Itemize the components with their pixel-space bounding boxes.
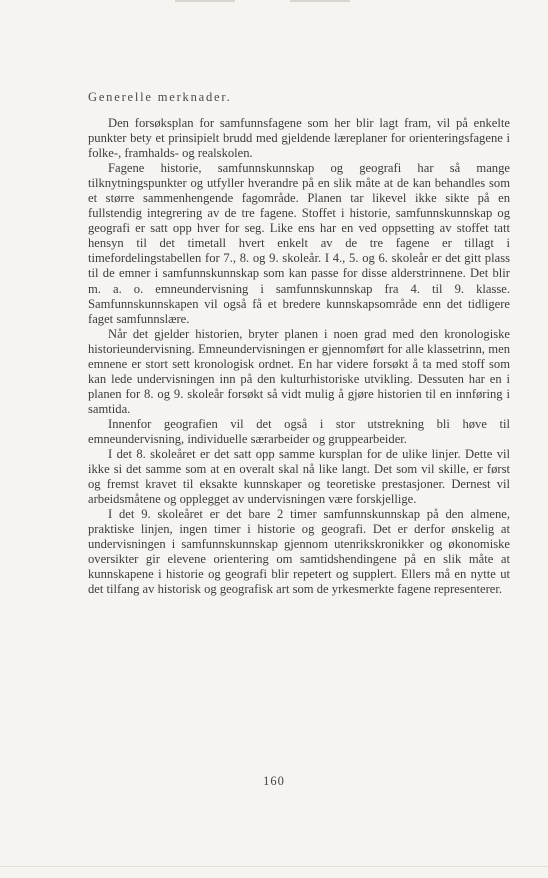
- page-bottom-edge: [0, 866, 548, 867]
- section-heading: Generelle merknader.: [88, 90, 232, 104]
- paragraph: Den forsøksplan for samfunnsfagene som her blir lagt fram, vil på enkelte punkter bety et prinsipielt brudd med gjeldende læreplaner for orienteringsfagene i folke-, framhalds- og realskolen.: [88, 116, 510, 161]
- page-number: 160: [263, 774, 285, 788]
- paragraph: Fagene historie, samfunnskunnskap og geografi har så mange tilknytningspunkter og utfyller hverandre på en slik måte at de kan behandles som et større sammenhengende fagområde. Planen tar likevel ikke sikte på en fullstendig integrering av de tre fagene. Stoffet i historie, samfunnskunnskap og geografi er satt opp hver for seg. Like ens har en ved oppsetting av stoffet tatt hensyn til det timetall hvert enkelt av de tre fagene er tillagt i timefordelingstabellen for 7., 8. og 9. skoleår. I 4., 5. og 6. skoleår er det gitt plass til de emner i samfunnskunnskap som kan passe for disse alderstrinnene. Det blir m. a. o. emneundervisning i samfunnskunnskap fra 4. til 9. klasse. Samfunnskunnskapen vil også få et bredere kunnskapsområde enn det tidligere faget samfunnslære.: [88, 161, 510, 326]
- paragraph: Innenfor geografien vil det også i stor utstrekning bli høve til emneundervisning, individuelle særarbeider og gruppearbeider.: [88, 416, 510, 446]
- body-text: [88, 116, 510, 598]
- paragraph: Når det gjelder historien, bryter planen i noen grad med den kronologiske historieundervisning. Emneundervisningen er gjennomført for alle klassetrinn, men emnene er stort sett kronologisk ordnet. En har videre forsøkt å ta med stoff som kan lede undervisningen inn på den kulturhistoriske utvikling. Dessuten har en i planen for 8. og 9. skoleår forsøkt så vidt mulig å gjøre historien til en innføring i samtida.: [88, 326, 510, 416]
- paragraph: I det 9. skoleåret er det bare 2 timer samfunnskunnskap på den almene, praktiske linjen, ingen timer i historie og geografi. Det er derfor ønskelig at undervisningen i samfunnskunnskap gjennom utenrikskronikker og økonomiske oversikter gir elevene orientering om samtidshendingene på en slik måte at kunnskapene i historie og geografi blir repetert og supplert. Ellers må en nytte ut det tilfang av historisk og geografisk art som de yrkesmerkte fagene representerer.: [88, 507, 510, 597]
- paragraph: I det 8. skoleåret er det satt opp samme kursplan for de ulike linjer. Dette vil ikke si det samme som at en overalt skal nå like langt. Det som vil skille, er først og fremst kravet til eksakte kunnskaper og teoretiske prestasjoner. Dernest vil arbeidsmåtene og opplegget av undervisningen være forskjellige.: [88, 447, 510, 507]
- scan-edge-mark: [290, 0, 350, 2]
- scan-edge-mark: [175, 0, 235, 2]
